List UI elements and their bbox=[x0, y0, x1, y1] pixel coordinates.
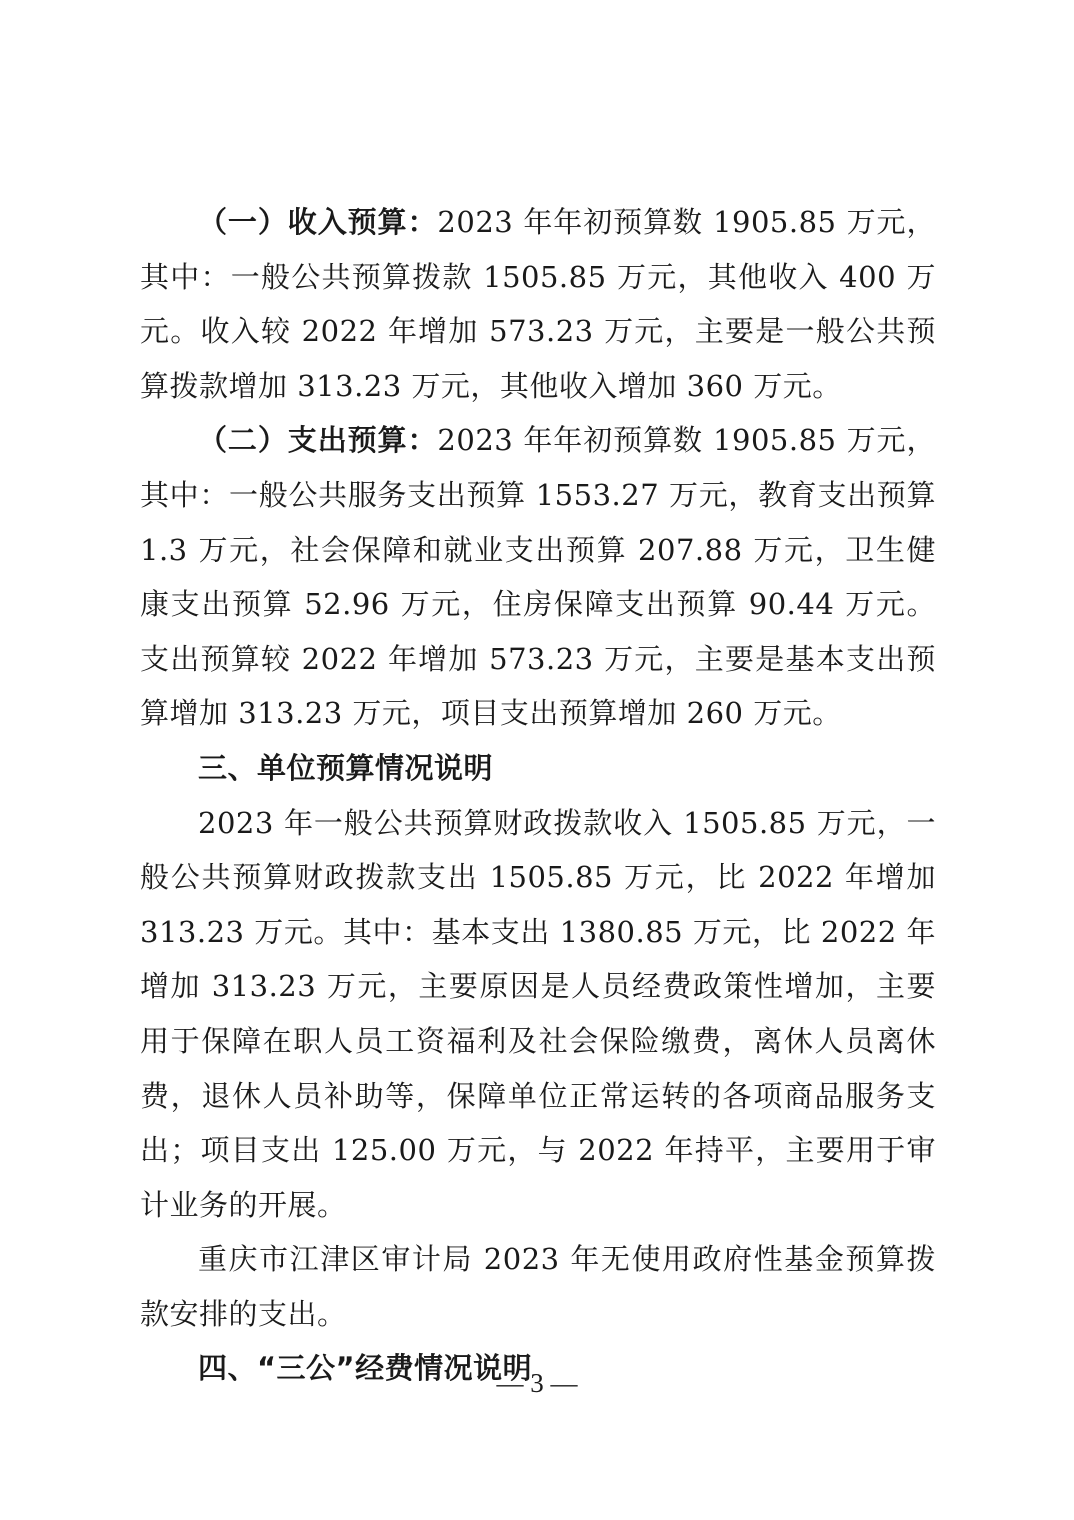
section-3-title: 三、单位预算情况说明 bbox=[198, 750, 494, 785]
unit-budget-paragraph: 2023 年一般公共预算财政拨款收入 1505.85 万元，一般公共预算财政拨款支出 1505.85 万元，比 2022 年增加 313.23 万元。其中：基本支出 1380.85 万元，比 2022 年增加 313.23 万元，主要原因是人员经费政策性增加，主要用于保障在职人员工资福利及社会保险缴费，离休人员离休费，退休人员补助等，保障单位正常运转的各项商品服务支出；项目支出 125.00 万元，与 2022 年持平，主要用于审计业务的开展。 bbox=[140, 805, 936, 1222]
section-4-title: 四、“三公”经费情况说明 bbox=[198, 1351, 533, 1386]
income-budget-paragraph bbox=[140, 195, 936, 413]
page-number: — 3 — bbox=[496, 1368, 578, 1398]
income-budget-heading: （一）收入预算： bbox=[198, 205, 438, 239]
income-budget-text: 2023 年年初预算数 1905.85 万元，其中：一般公共预算拨款 1505.85 万元，其他收入 400 万元。收入较 2022 年增加 573.23 万元，主要是一般公共预算拨款增加 313.23 万元，其他收入增加 360 万元。 bbox=[140, 205, 936, 403]
expense-budget-text: 2023 年年初预算数 1905.85 万元，其中：一般公共服务支出预算 1553.27 万元，教育支出预算 1.3 万元，社会保障和就业支出预算 207.88 万元，卫生健康支出预算 52.96 万元，住房保障支出预算 90.44 万元。支出预算较 2022 年增加 573.23 万元，主要是基本支出预算增加 313.23 万元，项目支出预算增加 260 万元。 bbox=[140, 423, 936, 731]
expense-budget-heading: （二）支出预算： bbox=[198, 423, 438, 458]
gov-fund-paragraph: 重庆市江津区审计局 2023 年无使用政府性基金预算拨款安排的支出。 bbox=[140, 1242, 936, 1331]
expense-budget-paragraph bbox=[140, 413, 936, 741]
document-body bbox=[140, 195, 936, 1396]
